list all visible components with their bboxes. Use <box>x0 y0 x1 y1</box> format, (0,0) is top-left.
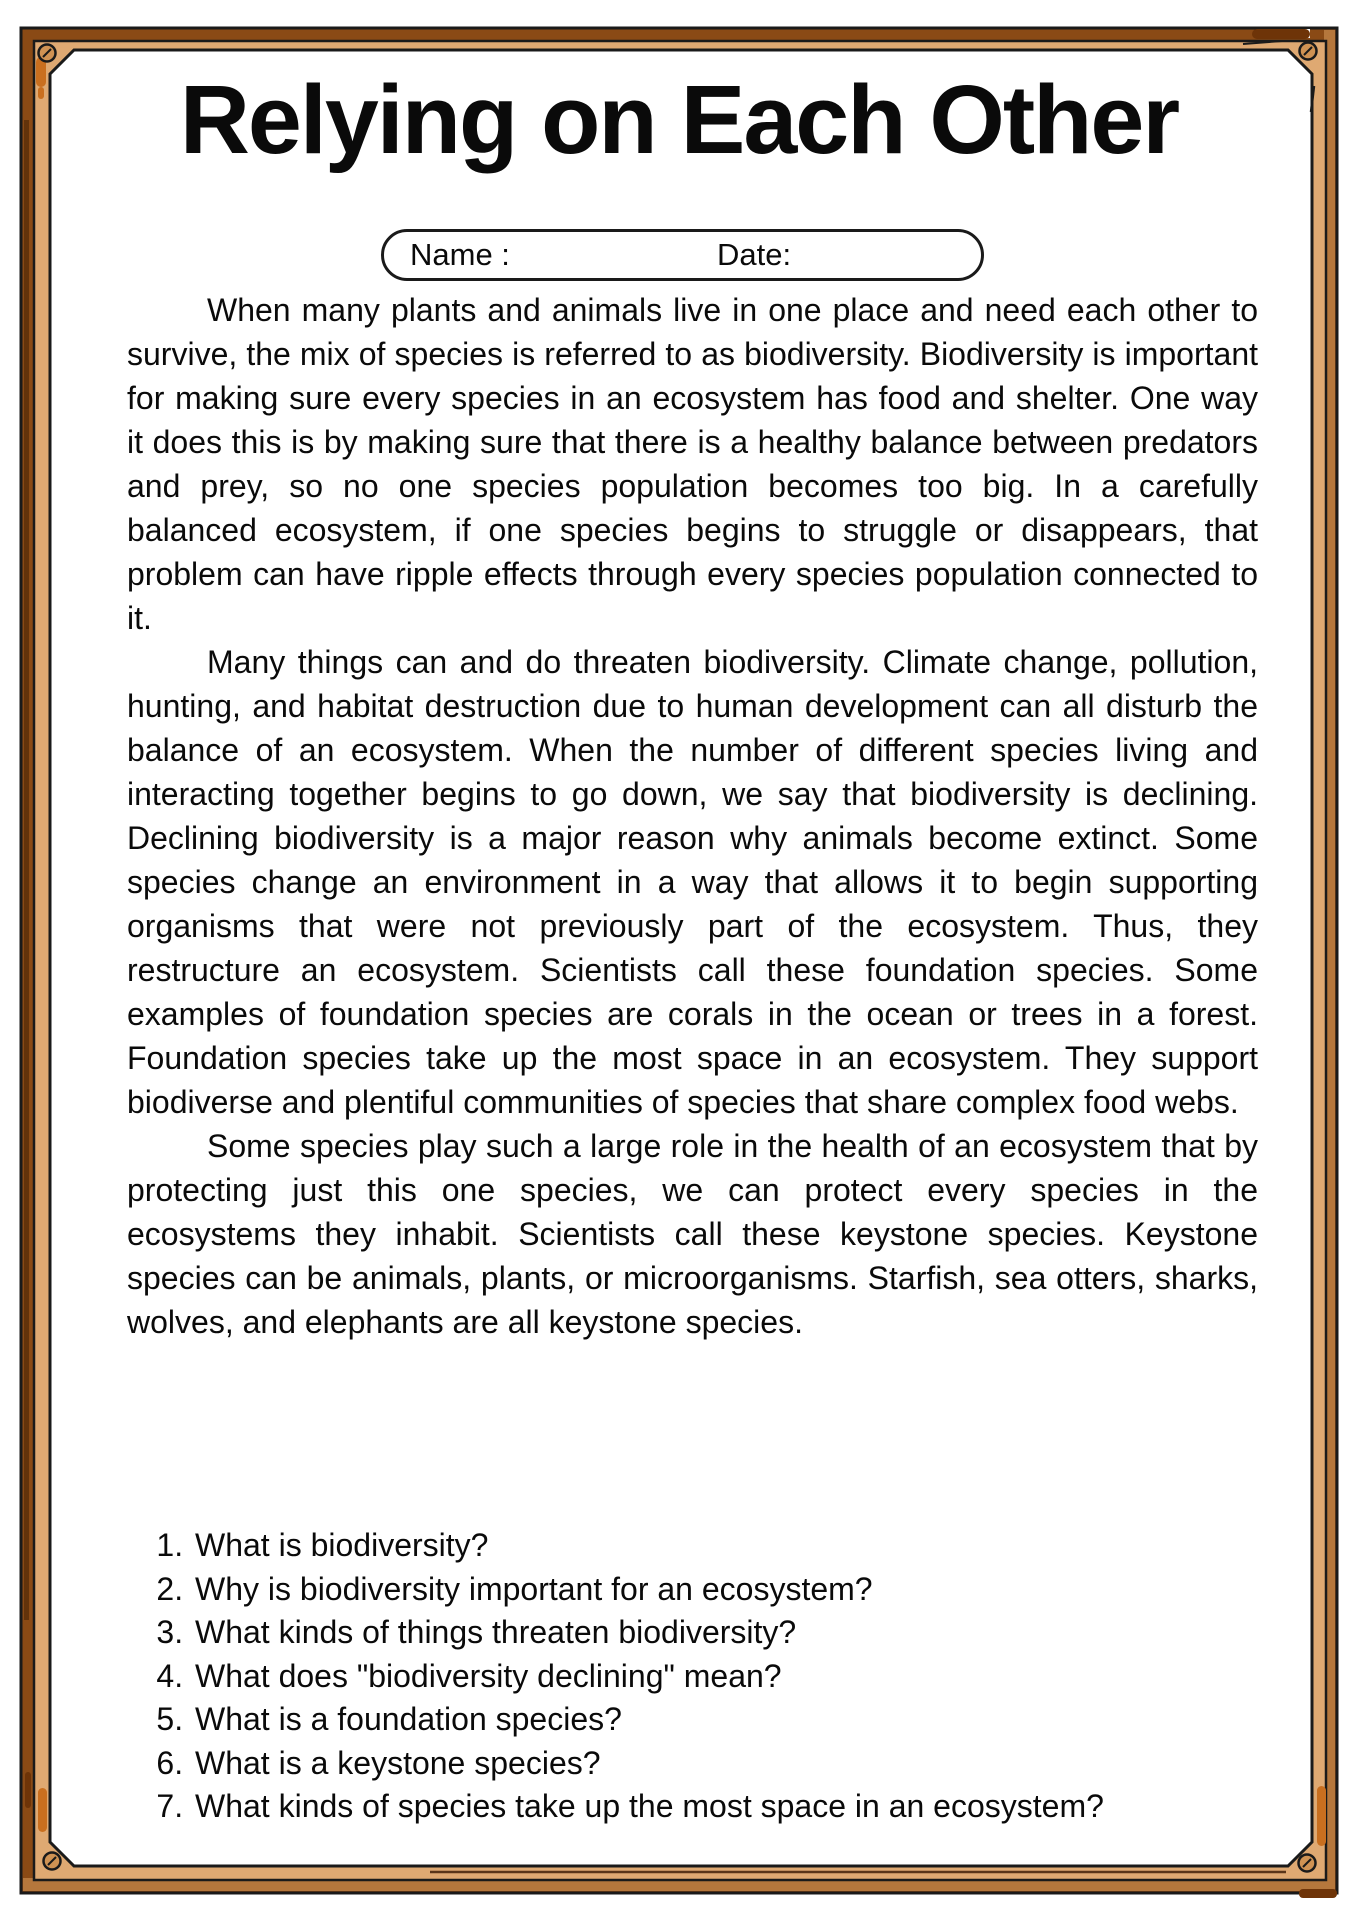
passage-paragraph-3: Some species play such a large role in the health of an ecosystem that by protecting just this one species, we can protect every species in the ecosystems they inhabit. Scientists call these keystone species. Keystone species can be animals, plants, or microorganisms. Starfish, sea otters, sharks, wolves, and elephants are all keystone species. <box>127 1128 1258 1340</box>
date-write-area[interactable] <box>796 238 971 272</box>
question-list <box>159 1524 1297 1829</box>
question-5: 5. What is a foundation species? <box>192 1698 1297 1742</box>
name-date-box <box>381 229 984 281</box>
reading-passage <box>127 288 1258 1344</box>
question-4: 4. What does "biodiversity declining" mean? <box>192 1655 1297 1699</box>
date-label: Date: <box>717 237 792 272</box>
passage-paragraph-1: When many plants and animals live in one place and need each other to survive, the mix of species is referred to as biodiversity. Biodiversity is important for making sure every species in an ecosystem has food and shelter. One way it does this is by making sure that there is a healthy balance between predators and prey, so no one species population becomes too big. In a carefully balanced ecosystem, if one species begins to struggle or disappears, that problem can have ripple effects through every species population connected to it. <box>127 292 1258 636</box>
question-2: 2. Why is biodiversity important for an ecosystem? <box>192 1568 1297 1612</box>
question-1: 1. What is biodiversity? <box>192 1524 1297 1568</box>
name-label: Name : <box>410 237 510 272</box>
question-6: 6. What is a keystone species? <box>192 1742 1297 1786</box>
question-3: 3. What kinds of things threaten biodiversity? <box>192 1611 1297 1655</box>
passage-paragraph-2: Many things can and do threaten biodiversity. Climate change, pollution, hunting, and habitat destruction due to human development can all disturb the balance of an ecosystem. When the number of different species living and interacting together begins to go down, we say that biodiversity is declining. Declining biodiversity is a major reason why animals become extinct. Some species change an environment in a way that allows it to begin supporting organisms that were not previously part of the ecosystem. Thus, they restructure an ecosystem. Scientists call these foundation species. Some examples of foundation species are corals in the ocean or trees in a forest. Foundation species take up the most space in an ecosystem. They support biodiverse and plentiful communities of species that share complex food webs. <box>127 644 1258 1120</box>
name-write-area[interactable] <box>509 238 704 272</box>
question-7: 7. What kinds of species take up the most space in an ecosystem? <box>192 1785 1297 1829</box>
page-title: Relying on Each Other <box>179 65 1179 174</box>
